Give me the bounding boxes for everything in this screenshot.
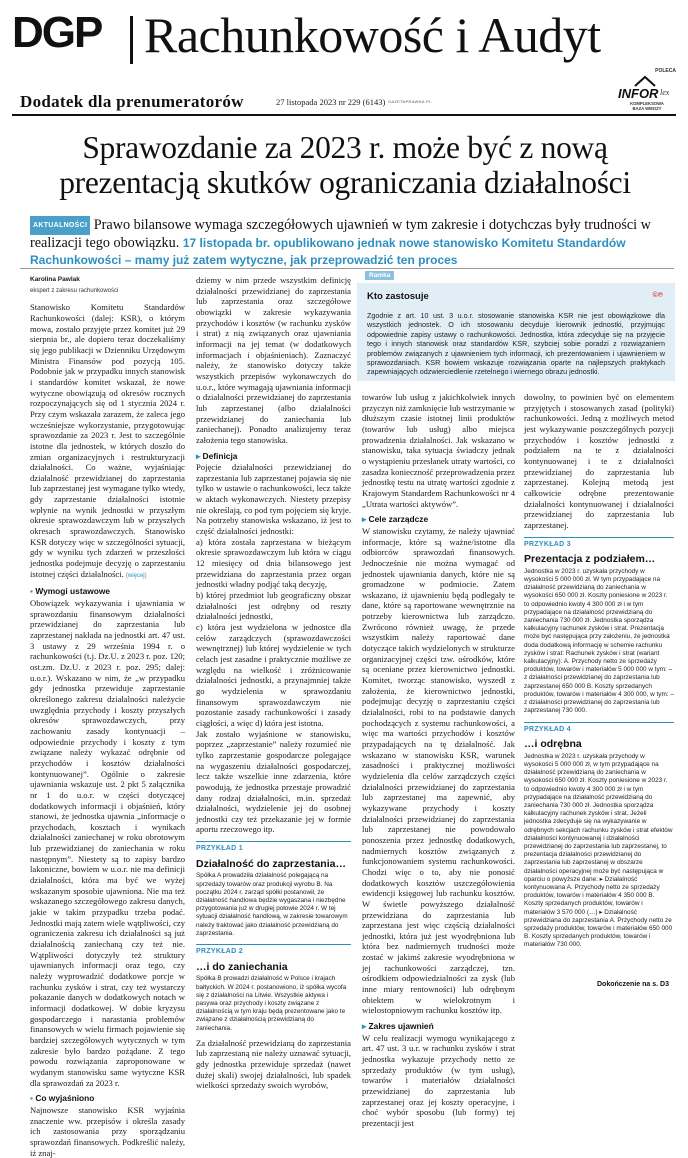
- brand-logo-dgp: DGP: [12, 8, 102, 57]
- logo-tagline: KOMPLEKSOWA BAZA WIEDZY: [630, 101, 664, 111]
- news-tag: AKTUALNOŚCI: [30, 216, 90, 235]
- logo-lex: lex: [660, 88, 670, 97]
- masthead-divider: [130, 16, 133, 64]
- lead-highlight: 17 listopada br. opublikowano jednak nowe stanowisko Komitetu Standardów Rachunkowości – mamy już zatem wytyczne, jak przeprowadzić ten proces: [30, 236, 626, 267]
- subhead-cele: ▸ Cele zarządcze: [362, 514, 429, 525]
- infor-lex-logo: [614, 68, 676, 120]
- column-4: [524, 392, 674, 950]
- example-1: PRZYKŁAD 1 Działalność do zaprzestania… Spółka A prowadziła działalność polegającą na sprzedaży towarów oraz produkcji wyrobu B. Na początku 2024 r. zarząd spółki postanowił, że działalność handlowa będzie wygaszana i niezbędne przygotowania już w drugiej połowie 2024 r. W tej sytuacji działalność handlową, w zakresie towarowym należy traktować jako działalność przewidzianą do zaprzestania.: [196, 841, 351, 938]
- info-box-text: Zgodnie z art. 10 ust. 3 u.o.r. stosowanie stanowiska KSR nie jest obowiązkowe dla wszystkich jednostek. O ich stosowaniu decyduje kierownik jednostki, przyjmując odpowiednie zapisy ustawy o rachunkowości. Jednostka, która zdecyduje się na przyjęcie tego i innych stanowisk oraz standardów KSR, szybciej sobie poradzi z rozwiązaniem problemów związanych z ujawnieniem tych informacji, ich prezentowaniem i ujawnieniem w sprawozdaniach. KSR bowiem wskazuje rozwiązania oparte na najlepszych praktykach zapewniających odzwierciedlenie rzetelnego i wiernego obrazu jednostki.: [367, 311, 665, 377]
- continuation-note: Dokończenie na s. D3: [597, 981, 669, 988]
- subhead-wymogi: ▪ Wymogi ustawowe: [30, 586, 111, 597]
- paragraph-c2-3: a) która została zaprzestana w bieżącym okresie sprawozdawczym lub która w ciągu 12 miesięcy od dnia bilansowego jest przewidziana do zaprzestania przez organ jednostki władny podjąć taką decyzję,: [196, 536, 351, 590]
- author-name: Karolina Pawlak: [30, 276, 80, 283]
- column-3: [362, 392, 515, 1128]
- issue-date: 27 listopada 2023 nr 229 (6143): [276, 97, 386, 107]
- ramka-tag: Ramka: [365, 271, 394, 280]
- info-box: [357, 283, 675, 381]
- paragraph-c3-1: towarów lub usług z jakichkolwiek innych przyczyn niż zamknięcie lub wstrzymanie w dłuższym czasie istotnej linii produktów (towarów lub usług) albo miejsca prowadzenia działalności. Jak wskazano w stanowisku, taka sytuacja świadczy jednak o wystąpieniu przesłanek utraty wartości, co zasadza konieczność przeprowadzenia przez jednostkę testu na utratę wartości zgodnie z Krajowym Standardem Rachunkowości nr 4 „Utrata wartości aktywów”.: [362, 392, 515, 509]
- more-link[interactable]: (więcej): [125, 572, 147, 579]
- lead: [30, 216, 664, 269]
- paragraph-c2-6: Jak zostało wyjaśnione w stanowisku, poprzez „zaprzestanie” należy rozumieć nie tylko zaprzestanie gospodarcze polegające na wygaszeniu działalności gospodarczej, lecz także wszelkie inne zdarzenia, które powodują, że jednostka przestaje prowadzić dany rodzaj działalności, m.in. sprzedaż działalności, wydzielenie jej do osobnej jednostki czy też przekazanie jej w formie aportu rzeczowego itp.: [196, 728, 351, 835]
- section-title: Rachunkowość i Audyt: [144, 7, 601, 63]
- paragraph-c2-2: Pojęcie działalności przewidzianej do zaprzestania lub zaprzestanej pojawia się nie tylko w ustawie o rachunkowości, lecz także w aktach wykonawczych. Niestety przepisy nie określają, co pod tym pojęciem się kryje. Na potrzeby stanowiska wskazano, iż jest to część działalności jednostki:: [196, 462, 351, 537]
- gazeta-code: GAZETAPRAWNA.PL: [388, 99, 432, 104]
- example-4: PRZYKŁAD 4 …i odrębna Jednostka w 2023 r. uzyskała przychody w wysokości 5 000 000 zł, w tym przypadające na działalność przewidzianą do zaniechania w wysokości 650 000 zł. Koszty poniesione w 2023 r. to odpowiednio kwoty 4 300 000 zł i w tym przypadające na działalność przewidzianą do zaniechania 730 000 zł. Jednostka sporządza kalkulacyjny rachunek zysków i strat. Jeżeli jednostka zdecyduje się na wykazywanie w odrębnych sekcjach rachunku zysków i strat efektów działalności kontynuowanej i działalności przewidzianej do zaprzestania lub zaprzestanej, to prezentacja działalności przewidzianej do zaprzestania lub zaprzestanej w obszarze działalności operacyjnej może być następująca w oparciu o powyższe dane: ▸ Działalność kontynuowana A. Przychody netto ze sprzedaży produktów, towarów i materiałów 4 350 000 B. Koszty sprzedanych produktów, towarów i materiałów 3 570 000 (…) ▸ Działalność przewidziana do zaprzestania A. Przychody netto ze sprzedaży produktów, towarów i materiałów 650 000 B. Koszty sprzedanych produktów, towarów i materiałów 730 000.: [524, 722, 674, 950]
- lead-rule: [20, 268, 674, 269]
- author-role: ekspert z zakresu rachunkowości: [30, 287, 119, 294]
- paragraph-c2-5: c) która jest wydzielona w jednostce dla celów zarządczych (sprawozdawczości wewnętrznej) lub której wydzielenie w tych celach jest zasadne i praktycznie możliwe ze względu na wielkość i zróżnicowanie działalności jednostki, a przynajmniej także go wydzielenia w sprawozdaniu finansowym sprawozdawczym nie pozostanie zasady rachunkowości i zasady ciągłości, a więc d) która jest istotna.: [196, 622, 351, 728]
- subhead-zakres: ▸ Zakres ujawnień: [362, 1021, 434, 1032]
- info-box-title: Kto zastosuje: [367, 291, 429, 302]
- example-3: PRZYKŁAD 3 Prezentacja z podziałem… Jednostka w 2023 r. uzyskała przychody w wysokości 5 000 000 zł. W tym przypadające na działalność przewidzianą do zaniechania w wysokości 650 000 zł. Koszty poniesione w 2023 r. to odpowiednio kwoty 4 300 000 zł i w tym przypadające na działalność przewidzianą do zaniechania 730 000 zł. Jednostka sporządza kalkulacyjny rachunek zysków i strat. Prezentacja może być następująca przy założeniu, że jednostka doda dodatkową informację w schemie rachunku zysków i strat: Rachunek zysków i strat (wariant kalkulacyjny): A. Przychody netto ze sprzedaży produktów, towarów i materiałów 5 000 000 w tym: – z działalności przewidzianej do zaprzestania lub zaprzestanej 650 000 B. Koszty sprzedanych produktów, towarów i materiałów 4 300 000, w tym: – z działalności przewidzianej do zaprzestania lub zaprzestanej 730 000.: [524, 537, 674, 716]
- paragraph-c2-4: b) której przedmiot lub geograficzny obszar działalności jest odrębny od reszty działalności jednostki,: [196, 590, 351, 622]
- column-2: [196, 275, 351, 1091]
- paragraph-wyjasnienie: Najnowsze stanowisko KSR wyjaśnia znaczenie ww. przepisów i określa zasady ich zastosowania przy sporządzaniu sprawozdań finansowych. Podkreślić należy, iż znaj-: [30, 1104, 185, 1158]
- paragraph-c4-1: dowolny, to powinien być on elementem przyjętych i stosowanych zasad (polityki) rachunkowości. Jedną z możliwych metod jest wykazywanie poszczególnych pozycji przychodów i kosztów jednostki z podziałem na te z działalności kontynuowanej i te z działalności przewidzianej do zaprzestania lub zaprzestanej. Kolejną metodą jest całkowicie odrębne prezentowanie działalności kontynuowanej i działalności przewidzianej do zaprzestania lub zaprzestanej.: [524, 392, 674, 530]
- paragraph-wymogi: Obowiązek wykazywania i ujawniania w sprawozdaniu finansowym działalności przewidzianej do zaprzestania lub zaprzestanej nakłada na jednostki art. 47 ust. 3 ustawy z 29 września 1994 r. o rachunkowości (t.j. Dz.U. z 2023 r. poz. 120; ost.zm. Dz.U. z 2023 r. poz. 295; dalej: u.o.r.). Wskazano w nim, że „w przypadku gdy jednostka przewiduje zaprzestanie określonego zakresu działalności należycie uwzględnia przychody i koszty przyszłych okresów sprawozdawczych, przy zachowaniu zasady kontynuacji – odpowiednie przychody i koszty z tym związane należy wykazać odrębnie od przychodów i kosztów działalności kontynuowanej”. Ogólnie o zakresie ujawniania wskazuje ust. 2 pkt 5 załącznika nr 1 do u.o.r. w części dotyczącej dodatkowych informacji i objaśnień, który stanowi, że jednostka ujawnia „informacje o przychodach, kosztach i wynikach działalności zaniechanej w roku obrotowym lub przewidzianej do zaniechania w roku następnym”. Niestety są to zapisy bardzo lakoniczne, bowiem w u.o.r. nie ma definicji działalności, która ma być we wyżej wskazanym sposobie ujawniona. Nie ma też wskazanego szczegółowego zakresu danych, jakie w takim przypadku trzeba podać. Jednostki mają zatem wiele wątpliwości, czy ograniczenia zakresu ich działalności są już działalnością zaniechaną czy też nie. Wątpliwości dotyczyły też struktury ujawnianych informacji oraz tego, czy należy wyprowadzić dodatkowe porcje w rachunku zysków i strat, czy też wystarczy pokazanie danych w dodatkowych notach w informacji dodatkowej. W dobie kryzysu gospodarczego i narastania problemów finansowych w wielu firmach pojawienie się bardziej szczegółowych wytycznych w tym zakresie było bardzo pożądane. Z tego powodu rozwiązania zaproponowane w wydanym stanowisku same wytyczne KSR dla sprawozdań za 2023 r.: [30, 598, 185, 1088]
- lead-text: Prawo bilansowe wymaga szczegółowych ujawnień w tym zakresie i dotychczas były trudności w realizacji tego obowiązku.: [30, 217, 651, 251]
- supplement-label: Dodatek dla prenumeratorów: [20, 92, 244, 111]
- subhead-wyjasnienie: ▪ Co wyjaśniono: [30, 1093, 95, 1104]
- column-1: [30, 275, 185, 1158]
- example-2: PRZYKŁAD 2 …i do zaniechania Spółka B prowadzi działalność w Polsce i krajach bałtyckich. W 2024 r. postanowiono, iż spółka wycofa się z działalności na Litwie. Wszystkie aktywa i pasywa oraz przychody i koszty związane z działalnością w tym kraju będą prezentowane jako te związane z działalnością przewidzianą do zaniechania.: [196, 944, 351, 1033]
- masthead-rule: [12, 114, 676, 116]
- copyright-icon: ©℗: [652, 292, 663, 299]
- paragraph-c2-7: Za działalność przewidzianą do zaprzestania lub zaprzestaną nie należy uznawać sytuacji, gdy jednostka przewiduje sprzedaż (nawet dużej skali) swojej działalności, lub spadek wielkości sprzedaży swoich wyrobów,: [196, 1037, 351, 1091]
- paragraph-c3-3: W celu realizacji wymogu wynikającego z art. 47 ust. 3 u.r. w rachunku zysków i strat jednostka wykazuje przychody netto ze sprzedaży produktów (w tym usług), towarów i materiałów działalności przewidzianej do zaprzestania lub zaprzestanej oraz jej koszty operacyjne, i choć wybór sposobu (lub formy) tej prezentacji jest: [362, 1032, 515, 1128]
- logo-infor: INFOR: [618, 86, 659, 101]
- paragraph-c2-1: dziemy w nim przede wszystkim definicję działalności przewidzianej do zaprzestania lub zaprzestania oraz szczegółowe obowiązki w zakresie wykazywania przychodów i kosztów (w rachunku zysków i strat) z nią związanych oraz ujawniania informacji na jej temat (w dodatkowych informacjach i objaśnieniach). Zaznaczyć należy, że stanowisko dotyczy także wszystkich przepisów wykonawczych do u.o.r., które wymagają ujawniania informacji o działalności przewidzianej do zaprzestania lub zaprzestanej (albo działalności przewidzianej do zaniechania lub zaniechanej). Ponadto analizujemy teraz założenia tego stanowiska.: [196, 275, 351, 445]
- masthead: [12, 8, 676, 90]
- logo-poleca: POLECA: [655, 68, 676, 74]
- intro-paragraph: Stanowisko Komitetu Standardów Rachunkowości (dalej: KSR), o którym mowa, zostało przyjęte przez komitet już 29 sierpnia br., ale dopiero teraz doczekaliśmy się jego publikacji w Dzienniku Urzędowym Ministra Finansów pod pozycją 105. Podobnie jak w przypadku innych stanowisk i standardów komitet wskazał, że nowe wytyczne obowiązują od okresów rocznych rozpoczynających się od 1 stycznia 2024 r. Przy czym wskazała zarazem, że zaleca jego wcześniejsze wykorzystanie, przygotowując sprawozdanie za 2023 r. Jest to szczególnie istotne dla jednostek, w których doszło do zmian organizacyjnych i restrukturyzacji działalności. Co ważne, wyjaśniając działalność przewidzianej do zaprzestania lub zaprzestanej jest wymagane tylko wtedy, gdy zaprzestanie działalności istotnie wpłynie na wynik jednostki w przyszłym okresie sprawozdawczym lub w przyszłych okresach sprawozdawczych. Stanowisko KSR dotyczy więc w szczególności sytuacji, gdy w wyniku tych zdarzeń w przeszłości jednostka podejmuje decyzję o zaprzestaniu istotnej części działalności. (więcej): [30, 302, 185, 579]
- paragraph-c3-2: W stanowisku czytamy, że należy ujawniać informacje, które są ważne/istotne dla odbiorców sprawozdań finansowych. Jednocześnie nie można wymagać od jednostek ujawniania danych, które nie są gromadzone w podmiocie. Zatem wskazano, iż ujawnieniu będą podlegały te dane, które są raportowane wewnętrznie na potrzeby kierownictwa lub zarządczo. Zwrócono również uwagę, że przede wszystkim należy raportować dane dotyczące takich wydzielonych w strukturze organizacyjnej części tzw. ośrodków, które są oceniane przez kierownictwo jednostki. Komitet, tworząc stanowisko, wyszedł z założenia, że kierownictwo jednostki, podejmując decyzję o zaprzestaniu części działalności, robi to na podstawie danych pochodzących z systemu rachunkowości, a więc ma wartości przychodów i kosztów przypadających na tę działalność. Jak wskazano w stanowisku KSR, warunek zasadności i praktycznej możliwości wydzielenia dla celów zarządczych części działalności przewidzianej do zaprzestania lub zaprzestanej ma zapewnić, aby wykazywane przychody i koszty działalności przewidzianej do zaprzestania lub zaprzestanej nie powodowało ponoszenia przez jednostkę dodatkowych, nadmiernych kosztów związanych z funkcjonowaniem systemu rachunkowości. Chodzi więc o to, aby nie ponosić dodatkowych kosztów uszczegółowienia ewidencji księgowej lub rachunku kosztów. W świetle powyższego działalność przewidziana do zaprzestania lub zaprzestana jest więc częścią działalności jednostki, która już jest wyodrębniona lub która bez nadmiernych trudności może zostać w jakimś zakresie wyodrębniona w jej rachunkowości zarządczej, tzn. ośrodkiem odpowiedzialności za zysk (lub inne miary rentowności) lub odrębnym obiektem w wielokrotnym i wielostopniowym rachunku kosztów itp.: [362, 525, 515, 1016]
- headline: Sprawozdanie za 2023 r. może być z nową prezentacją skutków ograniczania działalności: [59, 130, 631, 200]
- subhead-definicja: ▸ Definicja: [196, 450, 238, 461]
